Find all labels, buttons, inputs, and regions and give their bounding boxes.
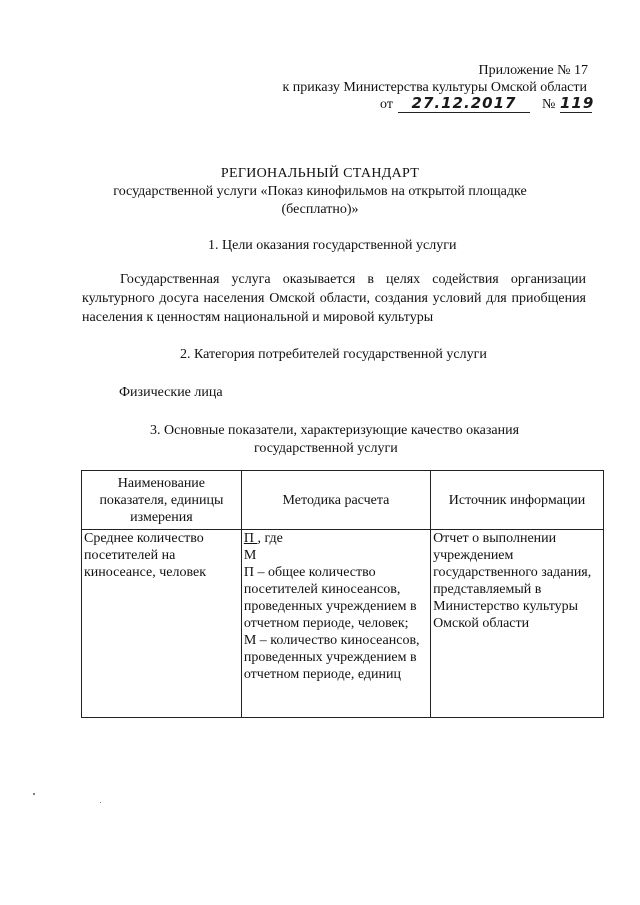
formula-where: , где [257,531,283,546]
appendix-title: Приложение № 17 [478,63,588,78]
number-label: № [542,97,556,112]
header-method: Методика расчета [241,471,430,530]
table-header-row [82,471,604,530]
handwritten-date: 27.12.2017 [398,95,530,113]
scan-speck [33,793,35,795]
cell-indicator: Среднее количество посетителей на киносеансе, человек [82,530,242,718]
document-subtitle-line2: (бесплатно)» [281,202,359,217]
section1-heading: 1. Цели оказания государственной услуги [208,238,457,253]
document-title: РЕГИОНАЛЬНЫЙ СТАНДАРТ [220,166,420,181]
indicators-table [81,470,604,718]
cell-method [241,530,430,718]
cell-source: Отчет о выполнении учреждением государственного задания, представляемый в Министерство культуры Омской области [431,530,604,718]
section1-paragraph: Государственная услуга оказывается в целях содействия организации культурного досуга населения Омской области, создания условий для приобщения населения к ценностям национальной и мировой культуры [82,272,586,325]
method-m-definition: М – количество киносеансов, проведенных учреждением в отчетном периоде, единиц [243,633,420,682]
method-p-definition: П – общее количество посетителей киносеансов, проведенных учреждением в отчетном периоде, человек; [243,565,417,631]
formula-denominator: М [243,548,257,563]
appendix-date-number-row [380,94,595,115]
section3-heading-line1: 3. Основные показатели, характеризующие качество оказания [150,423,520,438]
table-row [82,530,604,718]
document-subtitle-line1: государственной услуги «Показ кинофильмов на открытой площадке [113,184,527,199]
consumer-category: Физические лица [119,385,223,400]
header-indicator: Наименование показателя, единицы измерения [82,471,242,530]
scan-speck [100,802,101,803]
formula-line [244,530,428,547]
section3-heading-line2: государственной услуги [254,441,398,456]
from-label: от [380,97,393,112]
handwritten-number: 119 [560,94,595,112]
header-source: Источник информации [431,471,604,530]
section2-heading: 2. Категория потребителей государственной услуги [180,347,487,362]
appendix-order-reference: к приказу Министерства культуры Омской области [282,80,587,95]
formula-numerator: П [243,531,258,546]
